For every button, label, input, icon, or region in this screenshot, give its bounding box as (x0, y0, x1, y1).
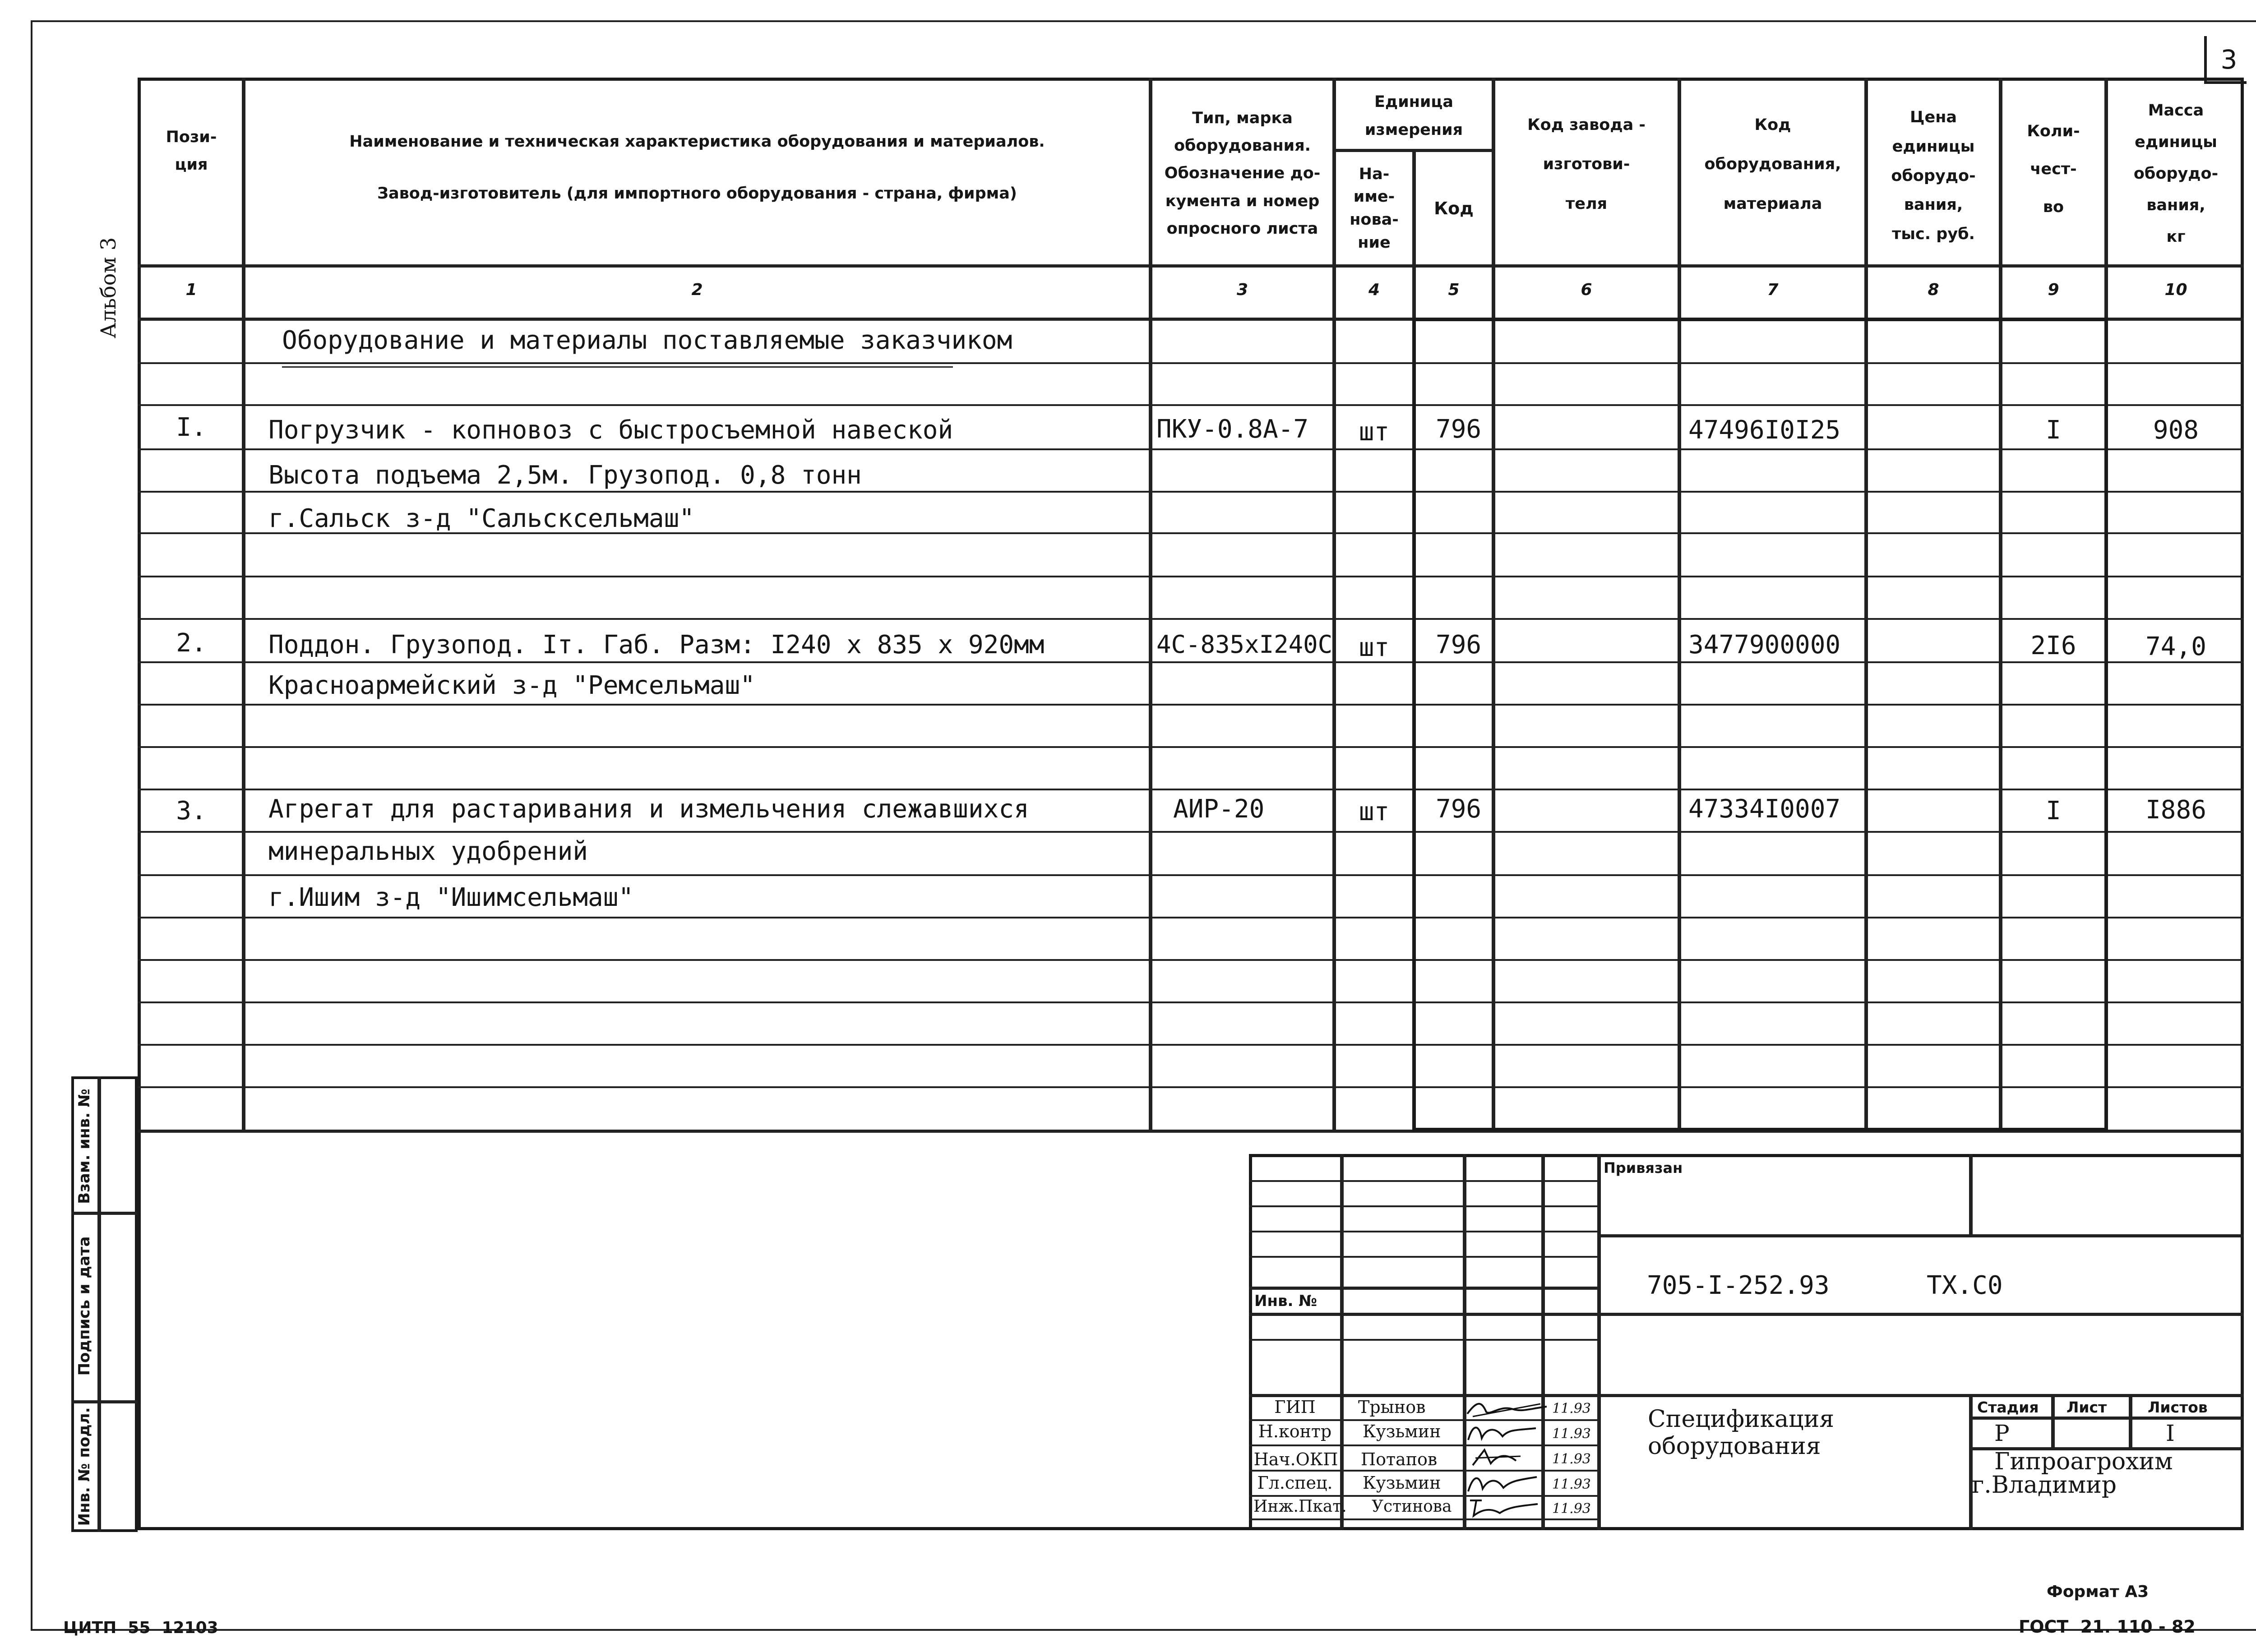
signature-potapov (1466, 1445, 1534, 1470)
colnum-6: 6 (1581, 281, 1592, 299)
tb-row (1249, 1313, 1597, 1316)
item-type: ПКУ-0.8А-7 (1156, 415, 1309, 444)
item-mass: I886 (2145, 795, 2206, 825)
item-equipment-code: 47496I0I25 (1688, 415, 1841, 445)
document-mark: ТХ.С0 (1927, 1271, 2003, 1300)
colnum-3: 3 (1236, 281, 1248, 299)
signatory-date: 11.93 (1552, 1426, 1591, 1442)
item-name-line: Погрузчик - копновоз с быстросъемной навеской (268, 415, 953, 445)
colnum-4: 4 (1368, 281, 1380, 299)
tb-row (1597, 1313, 2244, 1316)
item-mass: 908 (2153, 415, 2199, 445)
item-equipment-code: 47334I0007 (1688, 794, 1841, 824)
colnum-2: 2 (691, 281, 703, 299)
tb-row (1249, 1205, 1597, 1207)
signatory-date: 11.93 (1552, 1401, 1591, 1417)
bound-label: Привязан (1604, 1159, 1683, 1177)
tb-line (2129, 1394, 2132, 1447)
tb-row (1249, 1495, 1597, 1497)
item-name-line: Высота подъема 2,5м. Грузопод. 0,8 тонн (268, 461, 862, 490)
tb-row (1249, 1470, 1597, 1472)
section-title-underline (282, 366, 953, 368)
signature-kuzmin-2 (1464, 1471, 1540, 1495)
side-signature-date: Подпись и дата (75, 1236, 93, 1376)
header-name-line1: Наименование и техническая характеристика оборудования и материалов. (349, 133, 1045, 151)
header-unit-group: Единица измерения (1364, 93, 1463, 139)
colnum-8: 8 (1928, 281, 1939, 299)
stage-value: Р (1994, 1420, 2010, 1446)
signatory-name: Кузьмин (1363, 1421, 1441, 1441)
item-mass: 74,0 (2145, 632, 2206, 661)
side-inv-original: Инв. № подл. (75, 1407, 93, 1526)
footer-standard: ГОСТ 21. 110 - 82 (2019, 1617, 2196, 1637)
organization-line2: г.Владимир (1972, 1472, 2117, 1499)
tb-row (1249, 1180, 1597, 1182)
tb-line (1969, 1394, 1973, 1530)
tb-line (1597, 1154, 1601, 1530)
item-name-line: Агрегат для растаривания и измельчения слежавшихся (268, 794, 1029, 824)
side-inv-replacement: Взам. инв. № (75, 1089, 93, 1204)
tb-line (1340, 1154, 1344, 1530)
item-name-line: г.Ишим з-д "Ишимсельмаш" (268, 883, 634, 912)
document-code: 705-I-252.93 (1647, 1271, 1830, 1300)
header-manufacturer-code: Код завода - изготови- теля (1527, 115, 1646, 213)
item-name-line: минеральных удобрений (268, 837, 588, 866)
tb-row (1249, 1518, 1597, 1520)
colnum-1: 1 (185, 281, 197, 299)
signatory-role: Гл.спец. (1257, 1473, 1333, 1493)
item-position: I. (176, 413, 207, 442)
signatory-role: Н.контр (1258, 1421, 1332, 1441)
document-title-line1: Спецификация (1648, 1406, 1835, 1433)
tb-row (1249, 1256, 1597, 1258)
header-equipment-code: Код оборудования, материала (1704, 115, 1841, 213)
album-label: Альбом 3 (96, 237, 120, 338)
tb-line (2051, 1394, 2055, 1447)
inv-label: Инв. № (1254, 1292, 1318, 1310)
sheet-number: 3 (2220, 44, 2238, 75)
tb-row (1597, 1234, 2244, 1237)
signatory-name: Устинова (1372, 1497, 1452, 1516)
item-unit-code: 796 (1436, 630, 1482, 660)
signatory-date: 11.93 (1552, 1477, 1591, 1492)
sheets-value: I (2166, 1420, 2175, 1446)
signatory-date: 11.93 (1552, 1501, 1591, 1517)
item-type: АИР-20 (1173, 794, 1265, 824)
unit-group-line (1332, 149, 1492, 152)
tb-row (1597, 1394, 2244, 1397)
item-unit: шт (1359, 417, 1390, 447)
header-mass: Масса единицы оборудо- вания, кг (2133, 102, 2219, 246)
col-line (1332, 78, 1336, 1131)
item-unit-code: 796 (1436, 794, 1482, 824)
colnum-9: 9 (2048, 281, 2059, 299)
signatory-role: Инж.Пкат. (1253, 1497, 1347, 1516)
signature-trynov (1464, 1396, 1549, 1420)
header-bottom-line (138, 264, 2244, 268)
tb-row (1249, 1444, 1597, 1446)
item-quantity: I (2046, 796, 2061, 826)
tb-line (1541, 1154, 1545, 1530)
signature-ustinova (1464, 1496, 1540, 1519)
signature-kuzmin-1 (1464, 1420, 1540, 1444)
side-stamp-divider (97, 1076, 101, 1532)
colnum-5: 5 (1448, 281, 1460, 299)
signatory-role: Нач.ОКП (1253, 1449, 1338, 1469)
colnum-10: 10 (2164, 281, 2187, 299)
item-position: 2. (176, 628, 207, 658)
colnum-7: 7 (1767, 281, 1779, 299)
stage-label: Стадия (1977, 1398, 2039, 1416)
header-type: Тип, марка оборудования. Обозначение до- кумента и номер опросного листа (1164, 109, 1321, 238)
signatory-name: Трынов (1358, 1397, 1426, 1417)
item-quantity: I (2046, 415, 2061, 445)
signatory-role: ГИП (1274, 1397, 1316, 1417)
tb-line (1969, 1154, 1973, 1234)
signatory-date: 11.93 (1552, 1451, 1591, 1467)
col-line (1149, 78, 1152, 1131)
tb-row (1249, 1287, 1597, 1290)
sheet-label: Лист (2066, 1398, 2107, 1416)
item-equipment-code: 3477900000 (1688, 630, 1841, 660)
tb-row (1969, 1417, 2244, 1420)
header-price: Цена единицы оборудо- вания, тыс. руб. (1891, 108, 1976, 244)
item-name-line: г.Сальск з-д "Сальсксельмаш" (268, 504, 695, 533)
header-quantity: Коли- чест- во (2027, 122, 2080, 216)
item-unit: шт (1359, 633, 1390, 662)
item-position: 3. (176, 796, 207, 826)
header-unit-code: Код (1434, 198, 1474, 218)
tb-row (1249, 1339, 1597, 1341)
header-unit-name: На- име- нова- ние (1350, 165, 1399, 252)
header-position: Пози- ция (166, 128, 217, 174)
item-name-line: Поддон. Грузопод. Iт. Габ. Разм: I240 х 835 х 920мм (268, 630, 1045, 660)
item-quantity: 2I6 (2030, 631, 2076, 660)
tb-row (1249, 1231, 1597, 1232)
document-title-line2: оборудования (1648, 1433, 1821, 1460)
section-title: Оборудование и материалы поставляемые заказчиком (282, 326, 1012, 355)
organization-line1: Гипроагрохим (1994, 1448, 2173, 1475)
item-unit-code: 796 (1436, 415, 1482, 444)
signatory-name: Потапов (1361, 1449, 1438, 1469)
item-type: 4С-835хI240С (1156, 630, 1333, 659)
format-label: Формат А3 (2047, 1583, 2149, 1601)
sheets-label: Листов (2148, 1398, 2208, 1416)
item-unit: шт (1359, 797, 1390, 826)
col-line (242, 78, 245, 1131)
item-name-line: Красноармейский з-д "Ремсельмаш" (268, 671, 755, 700)
header-name-line2: Завод-изготовитель (для импортного оборудования - страна, фирма) (377, 185, 1017, 203)
signatory-name: Кузьмин (1363, 1473, 1441, 1493)
footer-left-code: ЦИТП 55 12103 (63, 1619, 218, 1637)
